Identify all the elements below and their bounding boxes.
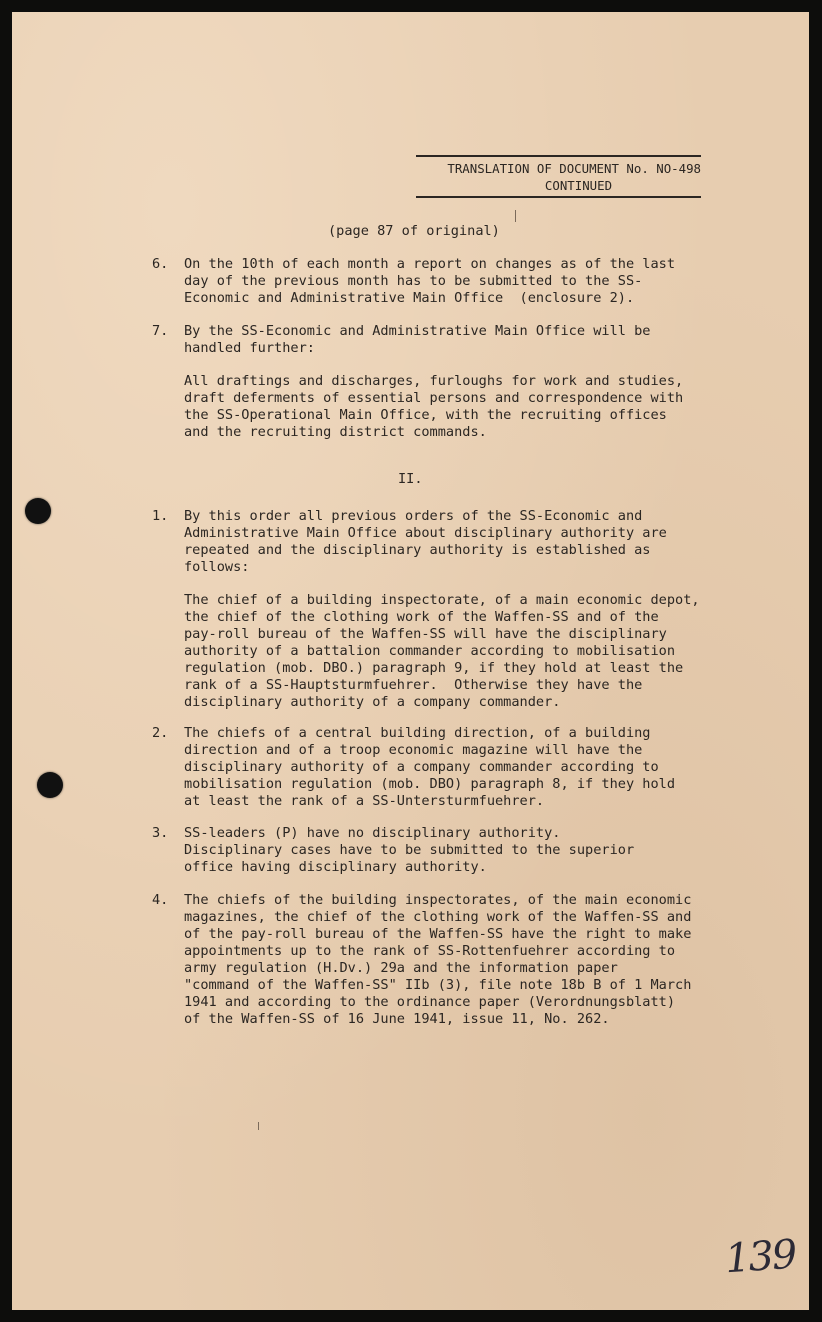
paragraph-line: Administrative Main Office about disciplinary authority are <box>184 525 667 541</box>
paragraph-line: The chiefs of the building inspectorates, of the main economic <box>184 892 692 908</box>
document-header <box>416 155 701 198</box>
paragraph-line: follows: <box>184 559 250 575</box>
paragraph-line: the chief of the clothing work of the Waffen-SS and of the <box>184 609 659 625</box>
paragraph-line: authority of a battalion commander according to mobilisation <box>184 643 676 659</box>
paragraph-line: and the recruiting district commands. <box>184 424 487 440</box>
paragraph-line: disciplinary authority of a company commander. <box>184 694 561 710</box>
paragraph-line: office having disciplinary authority. <box>184 859 487 875</box>
item-number: 7. <box>152 323 169 339</box>
paragraph-line: The chief of a building inspectorate, of a main economic depot, <box>184 592 700 608</box>
header-rule <box>416 196 701 198</box>
paragraph-line: of the Waffen-SS of 16 June 1941, issue 11, No. 262. <box>184 1011 610 1027</box>
paragraph-line: On the 10th of each month a report on changes as of the last <box>184 256 676 272</box>
paragraph-line: of the pay-roll bureau of the Waffen-SS have the right to make <box>184 926 692 942</box>
paragraph-line: 1941 and according to the ordinance paper (Verordnungsblatt) <box>184 994 676 1010</box>
document-subtitle: CONTINUED <box>544 178 613 193</box>
paragraph-line: direction and of a troop economic magazine will have the <box>184 742 643 758</box>
document-title: TRANSLATION OF DOCUMENT No. NO-498 <box>416 155 701 177</box>
paragraph-line: day of the previous month has to be submitted to the SS- <box>184 273 643 289</box>
paragraph-line: appointments up to the rank of SS-Rottenfuehrer according to <box>184 943 676 959</box>
paragraph-ii-4 <box>184 892 729 1028</box>
paragraph-line: The chiefs of a central building direction, of a building <box>184 725 651 741</box>
paragraph-line: draft deferments of essential persons and correspondence with <box>184 390 684 406</box>
paragraph-6 <box>184 256 729 307</box>
paragraph-line: disciplinary authority of a company commander according to <box>184 759 659 775</box>
paragraph-line: mobilisation regulation (mob. DBO) paragraph 8, if they hold <box>184 776 676 792</box>
punch-hole <box>25 498 51 524</box>
section-heading: II. <box>398 471 423 487</box>
paragraph-line: magazines, the chief of the clothing work of the Waffen-SS and <box>184 909 692 925</box>
item-number: 2. <box>152 725 169 741</box>
paragraph-7-continuation <box>184 373 729 441</box>
paragraph-line: the SS-Operational Main Office, with the recruiting offices <box>184 407 667 423</box>
paragraph-line: pay-roll bureau of the Waffen-SS will have the disciplinary <box>184 626 667 642</box>
paragraph-line: By this order all previous orders of the SS-Economic and <box>184 508 643 524</box>
paragraph-line: All draftings and discharges, furloughs for work and studies, <box>184 373 684 389</box>
paragraph-line: army regulation (H.Dv.) 29a and the information paper <box>184 960 618 976</box>
paragraph-ii-3 <box>184 825 729 876</box>
paragraph-ii-1-continuation <box>184 592 729 711</box>
paragraph-line: Economic and Administrative Main Office (enclosure 2). <box>184 290 635 306</box>
paragraph-ii-2 <box>184 725 729 810</box>
folio-number: 139 <box>723 1231 797 1283</box>
document-page <box>12 12 809 1310</box>
stray-mark <box>515 210 516 222</box>
paragraph-line: repeated and the disciplinary authority is established as <box>184 542 651 558</box>
paragraph-line: "command of the Waffen-SS" IIb (3), file note 18b B of 1 March <box>184 977 692 993</box>
punch-hole <box>37 772 63 798</box>
paragraph-ii-1 <box>184 508 729 576</box>
paragraph-line: SS-leaders (P) have no disciplinary authority. <box>184 825 561 841</box>
stray-mark <box>258 1122 259 1130</box>
paragraph-line: rank of a SS-Hauptsturmfuehrer. Otherwise they have the <box>184 677 643 693</box>
item-number: 4. <box>152 892 169 908</box>
item-number: 6. <box>152 256 169 272</box>
paragraph-7 <box>184 323 729 357</box>
paragraph-line: Disciplinary cases have to be submitted to the superior <box>184 842 635 858</box>
paragraph-line: at least the rank of a SS-Untersturmfuehrer. <box>184 793 545 809</box>
paragraph-line: regulation (mob. DBO.) paragraph 9, if they hold at least the <box>184 660 684 676</box>
item-number: 1. <box>152 508 169 524</box>
page-reference: (page 87 of original) <box>328 223 500 239</box>
paragraph-line: By the SS-Economic and Administrative Main Office will be <box>184 323 651 339</box>
paragraph-line: handled further: <box>184 340 315 356</box>
item-number: 3. <box>152 825 169 841</box>
